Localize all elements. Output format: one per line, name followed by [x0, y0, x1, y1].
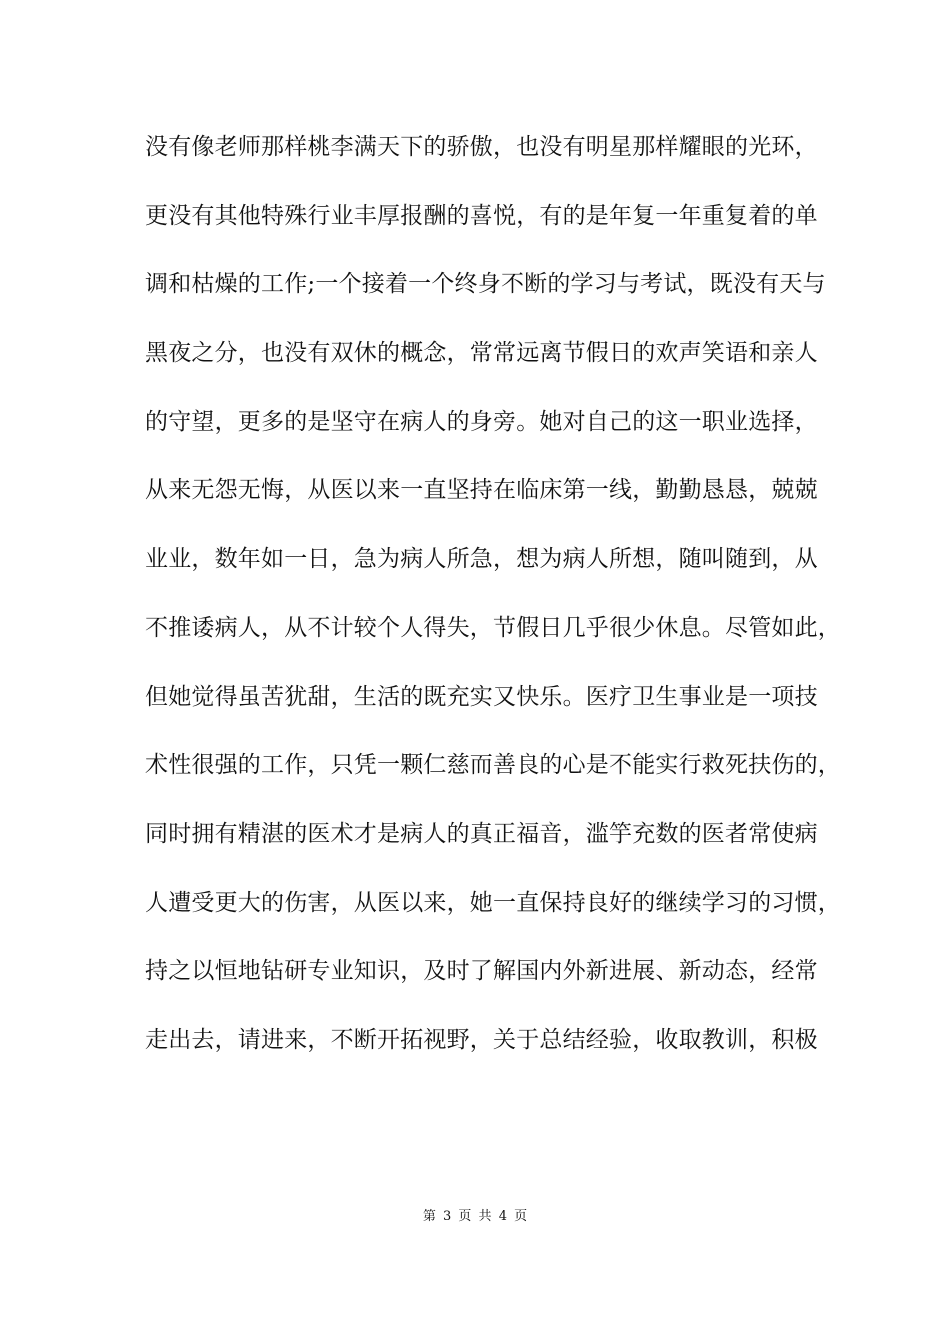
- text-line: 更没有其他特殊行业丰厚报酬的喜悦，有的是年复一年重复着的单: [145, 202, 818, 229]
- text-line: 走出去，请进来，不断开拓视野，关于总结经验，收取教训，积极: [145, 1026, 818, 1053]
- text-line: 同时拥有精湛的医术才是病人的真正福音，滥竽充数的医者常使病: [145, 820, 818, 847]
- body-paragraph: [145, 127, 841, 1089]
- text-line: 持之以恒地钻研专业知识，及时了解国内外新进展、新动态，经常: [145, 958, 818, 985]
- text-line: 调和枯燥的工作;一个接着一个终身不断的学习与考试，既没有天与: [145, 271, 826, 298]
- text-line: 黑夜之分，也没有双休的概念，常常远离节假日的欢声笑语和亲人: [145, 340, 818, 367]
- text-line: 业业，数年如一日，急为病人所急，想为病人所想，随叫随到，从: [145, 546, 818, 573]
- text-line: 没有像老师那样桃李满天下的骄傲，也没有明星那样耀眼的光环，: [145, 134, 818, 160]
- text-line: 但她觉得虽苦犹甜，生活的既充实又快乐。医疗卫生事业是一项技: [145, 683, 818, 710]
- text-line: 术性很强的工作，只凭一颗仁慈而善良的心是不能实行救死扶伤的，: [145, 752, 841, 779]
- text-line: 不推诿病人，从不计较个人得失，节假日几乎很少休息。尽管如此，: [145, 614, 841, 641]
- text-line: 从来无怨无悔，从医以来一直坚持在临床第一线，勤勤恳恳，兢兢: [145, 477, 818, 504]
- page-number-footer: 第 3 页 共 4 页: [422, 1209, 528, 1224]
- text-line: 人遭受更大的伤害，从医以来，她一直保持良好的继续学习的习惯，: [145, 889, 841, 916]
- text-line: 的守望，更多的是坚守在病人的身旁。她对自己的这一职业选择，: [145, 408, 818, 435]
